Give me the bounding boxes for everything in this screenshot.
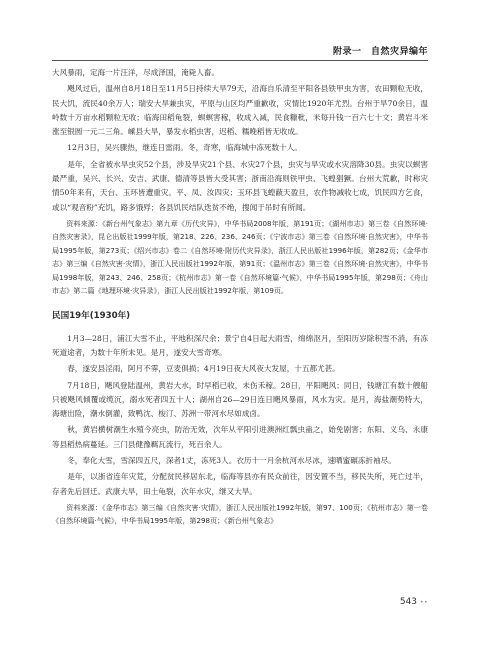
page-dots: •• xyxy=(419,599,428,606)
running-header: 附录一 自然灾异编年 xyxy=(332,47,428,57)
paragraph: 1月3—28日，浦江大雪不止，平地积深尺余；景宁自4日起大雨雪，绵绵沤月，至阳历岁除积雪不消，有冻死道途者，为数十年所未见。是月，遂安大雪奇寒。 xyxy=(52,333,428,357)
page-footer xyxy=(400,597,428,607)
paragraph: 7月18日，飓风登陆温州，黄岩大水，时早稻已收，未伤禾稼。28日，平阳飓风；同日，钱塘江有数十艘船只被飓风倾覆或缆沉，溺水死者四五十人；湖州自26—29日连日飓风暴雨，风水为灾。是月，海盐潮势特大，海塘出险，潮水倒灌，致鸭沈、梭汀、苏洲一带河水尽如成卤。 xyxy=(52,380,428,419)
paragraph: 12月3日，吴兴骤热，继连日雷雨。冬，奇寒，临海城中冻死数十人。 xyxy=(67,143,302,153)
paragraph: 大风暴雨，定海一片汪洋，尽成泽国，淹毙人畜。 xyxy=(52,68,220,77)
body-text xyxy=(52,66,428,530)
page-number: 543 xyxy=(399,597,418,607)
paragraph: 秋，黄岩横树潮生水殖今亮虫，防治无效，次年从平阳引进澳洲红瓢虫蛊之，始免剧害；东阳、义乌、永康等县稻热病蔓延。三门县健豫羁瓦流行，死百余人。 xyxy=(52,425,428,449)
paragraph: 冬，奉化大雪，雪深四五尺，深者1丈，冻死3人。衣历十一月余杭河水尽冰，速晒蜜碾冻折袖尽。 xyxy=(67,456,396,466)
paragraph: 是年，以浙省连年灾荒，分配贫民移居东北，临海等县亦有民众前往，因安置不当，移民失所，死亡过半，存者先后回迁。武康大旱，田土龟裂，次年水灾，继又大旱。 xyxy=(52,472,428,496)
paragraph: 春，遂安县淫雨，阿月不霁，豆麦俱损；4月19日夜大风夜大发屋，十五都尤甚。 xyxy=(67,364,340,374)
source-citation: 资料来源：《金华市志》第三编《自然灾害·灾情》，浙江人民出版社1992年版，第97、100页；《杭州市志》第一卷《自然环境篇·气候》，中华书局1995年版，第298页；《新台州气象志》 xyxy=(52,502,428,526)
header-rule xyxy=(52,60,428,61)
paragraph: 是年，全省被水旱虫灾52个县，涉及旱灾21个县、水灾27个县，虫灾与旱灾或水灾溶降30县。虫灾以螟害最严重，吴兴、长兴、安吉、武康、德清等县皆大受其害；浙南沿海则铁甲虫、飞蝗猖獗。台州大荒歉，时称灾情50年来有，天台、玉环皆遭重灾。平、凤、汝四灾；玉环县飞蝗蔽天盈旦，农作物减收七成，饥民四方乞食，或以“观音粉”充饥，路多饿殍；各县饥民结队迭贫不绝，搜闻于吊时有所闻。 xyxy=(52,159,428,212)
paragraph: 飓风过后，温州自8月18日至11月5日持续大旱79天，沿海自乐清至平阳各县铁甲虫为害，农田颗粒无收，民大饥，流民40余万人；瑞安大旱兼虫灾，平原与山区均严重歉收，灾情比1920年尤烈。台州于旱70余日，温岭数十万亩水稻颗粒无收；临海田稻龟裂，螟螟害稼，收成入减，民食糠秕，米每升钱一百六七十文；黄岩斗米涨至银圆一元二三角。嵊县大旱，暴发水稻虫害，迟稻、糯晚稻皆无收成。 xyxy=(52,84,428,137)
source-citation: 资料来源：《新台州气象志》第九章《历代灾异》，中华书局2008年版，第191页；《湖州市志》第三卷《自然环境·自然灾害录》，昆仑出版社1999年版，第218、226、236、246页；《宁波市志》第三卷《自然环境·自然灾害》，中华书局1995年版，第273页；《绍兴市志》卷二《自然环境·附历代灾异录》，浙江人民出版社1996年版，第282页；《金华市志》第三编《自然灾害·灾情》，浙江人民出版社1992年版，第91页；《温州市志》第三卷《自然环境·自然灾害》，中华书局1998年版，第243、246、258页；《杭州市志》第一卷《自然环境篇·气候》，中华书局1995年版，第298页；《舟山市志》第二篇《地理环境·灾异录》，浙江人民出版社1992年版，第109页。 xyxy=(52,218,428,295)
section-heading: 民国19年(1930年) xyxy=(52,311,131,322)
